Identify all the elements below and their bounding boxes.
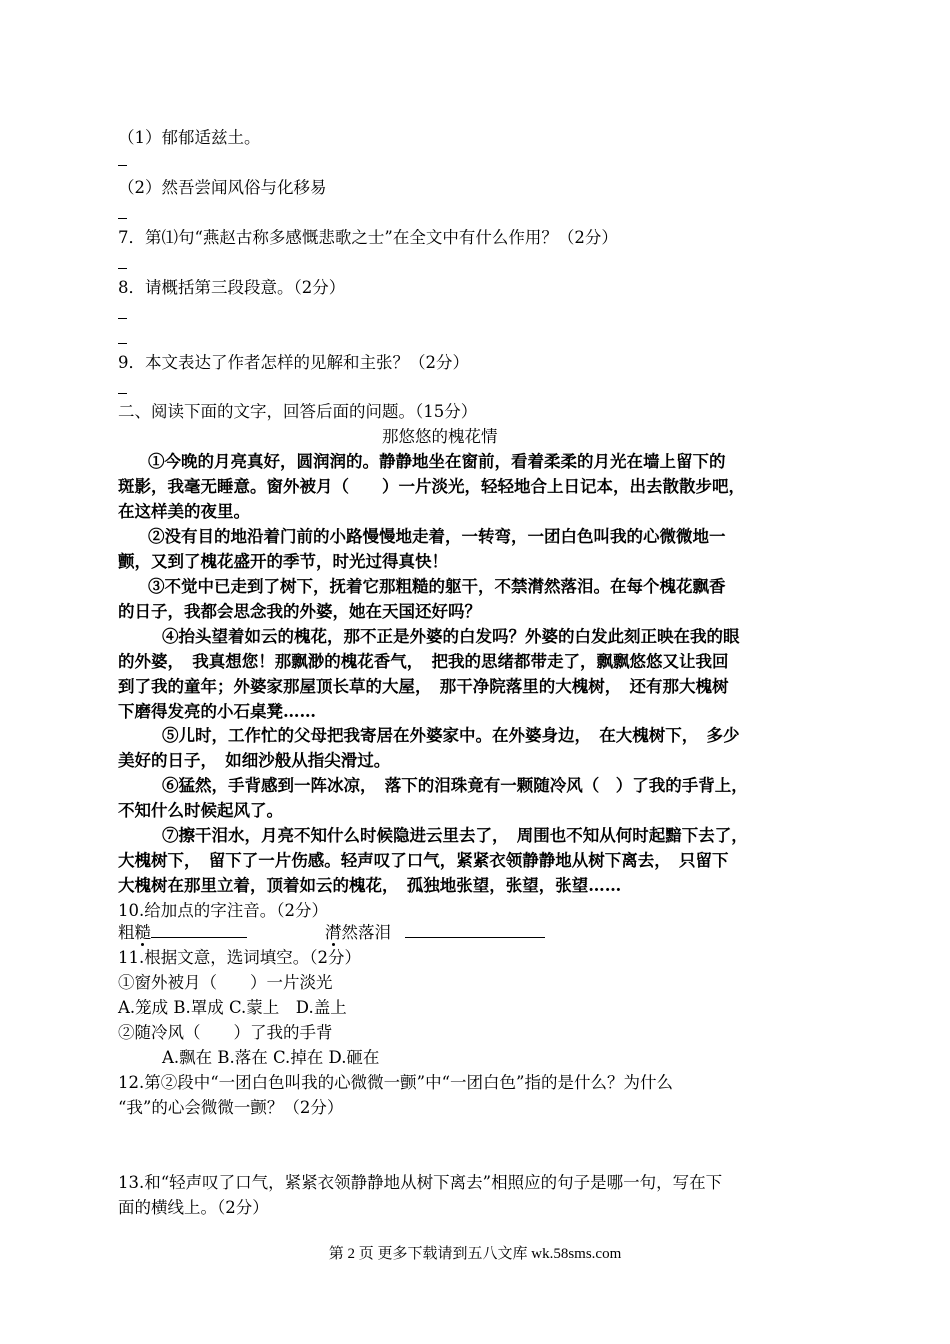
paragraph-6-line: 不知什么时候起风了。	[118, 801, 283, 820]
blank-dash	[118, 318, 127, 319]
answer-line-1: （1）郁郁适兹土。	[118, 128, 261, 147]
paragraph-4-line: 下磨得发亮的小石桌凳……	[118, 702, 316, 721]
answer-line-2: （2）然吾尝闻风俗与化移易	[118, 178, 327, 197]
question-13-line: 面的横线上。（2分）	[118, 1198, 269, 1217]
question-11-options-2: A.飘在 B.落在 C.掉在 D.砸在	[162, 1048, 380, 1067]
passage-title: 那悠悠的槐花情	[382, 427, 498, 446]
question-11: 11.根据文意，选词填空。（2分）	[118, 948, 361, 967]
question-12-line: 12.第②段中“一团白色叫我的心微微一颤”中“一团白色”指的是什么？为什么	[118, 1073, 673, 1092]
paragraph-6-line: ⑥猛然，手背感到一阵冰凉， 落下的泪珠竟有一颗随冷风（ ）了我的手背上，	[162, 776, 748, 795]
paragraph-1-line: 在这样美的夜里。	[118, 502, 250, 521]
answer-blank-1[interactable]	[151, 923, 247, 938]
word-1-plain: 粗	[118, 923, 135, 942]
paragraph-4-line: ④抬头望着如云的槐花，那不正是外婆的白发吗？外婆的白发此刻正映在我的眼	[162, 627, 740, 646]
question-10: 10.给加点的字注音。（2分）	[118, 901, 328, 920]
question-12-line: “我”的心会微微一颤？（2分）	[118, 1098, 344, 1117]
paragraph-4-line: 到了我的童年；外婆家那屋顶长草的大屋， 那干净院落里的大槐树， 还有那大槐树	[118, 677, 729, 696]
paragraph-3-line: 的日子，我都会思念我的外婆，她在天国还好吗？	[118, 602, 481, 621]
question-10-words	[118, 921, 545, 945]
paragraph-7-line: ⑦擦干泪水，月亮不知什么时候隐进云里去了， 周围也不知从何时起黯下去了，	[162, 826, 748, 845]
answer-blank-2[interactable]	[405, 923, 545, 938]
question-7: 7．第⑴句“燕赵古称多感慨悲歌之士”在全文中有什么作用？（2分）	[118, 228, 618, 247]
question-8: 8．请概括第三段段意。（2分）	[118, 278, 346, 297]
question-11-item-1: ①窗外被月（ ）一片淡光	[118, 973, 333, 992]
word-2-dotted: 潸	[325, 923, 342, 942]
paragraph-1-line: ①今晚的月亮真好，圆润润的。静静地坐在窗前，看着柔柔的月光在墙上留下的	[148, 452, 726, 471]
paragraph-7-line: 大槐树下， 留下了一片伤感。轻声叹了口气，紧紧衣领静静地从树下离去， 只留下	[118, 851, 729, 870]
paragraph-2-line: 颤，又到了槐花盛开的季节，时光过得真快！	[118, 552, 448, 571]
word-2-plain: 然落泪	[341, 923, 391, 942]
paragraph-7-line: 大槐树在那里立着，顶着如云的槐花， 孤独地张望，张望，张望……	[118, 876, 622, 895]
question-11-item-2: ②随冷风（ ）了我的手背	[118, 1023, 333, 1042]
blank-dash	[118, 218, 127, 219]
paragraph-5-line: 美好的日子， 如细沙般从指尖滑过。	[118, 751, 391, 770]
paragraph-5-line: ⑤儿时，工作忙的父母把我寄居在外婆家中。在外婆身边， 在大槐树下， 多少	[162, 726, 740, 745]
word-1-dotted: 糙	[134, 923, 151, 942]
question-13-line: 13.和“轻声叹了口气，紧紧衣领静静地从树下离去”相照应的句子是哪一句，写在下	[118, 1173, 723, 1192]
page-footer: 第 2 页 更多下载请到五八文库 wk.58sms.com	[328, 1246, 622, 1262]
blank-dash	[118, 393, 127, 394]
blank-dash	[118, 343, 127, 344]
paragraph-2-line: ②没有目的地沿着门前的小路慢慢地走着，一转弯，一团白色叫我的心微微地一	[148, 527, 726, 546]
paragraph-3-line: ③不觉中已走到了树下，抚着它那粗糙的躯干，不禁潸然落泪。在每个槐花飘香	[148, 577, 726, 596]
blank-dash	[118, 268, 127, 269]
blank-dash	[118, 165, 127, 166]
question-11-options-1: A.笼成 B.罩成 C.蒙上 D.盖上	[118, 998, 347, 1017]
question-9: 9．本文表达了作者怎样的见解和主张？（2分）	[118, 353, 469, 372]
paragraph-4-line: 的外婆， 我真想您！那飘渺的槐花香气， 把我的思绪都带走了，飘飘悠悠又让我回	[118, 652, 729, 671]
paragraph-1-line: 斑影，我毫无睡意。窗外被月（ ）一片淡光，轻轻地合上日记本，出去散散步吧，	[118, 477, 745, 496]
section-heading: 二、阅读下面的文字，回答后面的问题。（15分）	[118, 402, 478, 421]
